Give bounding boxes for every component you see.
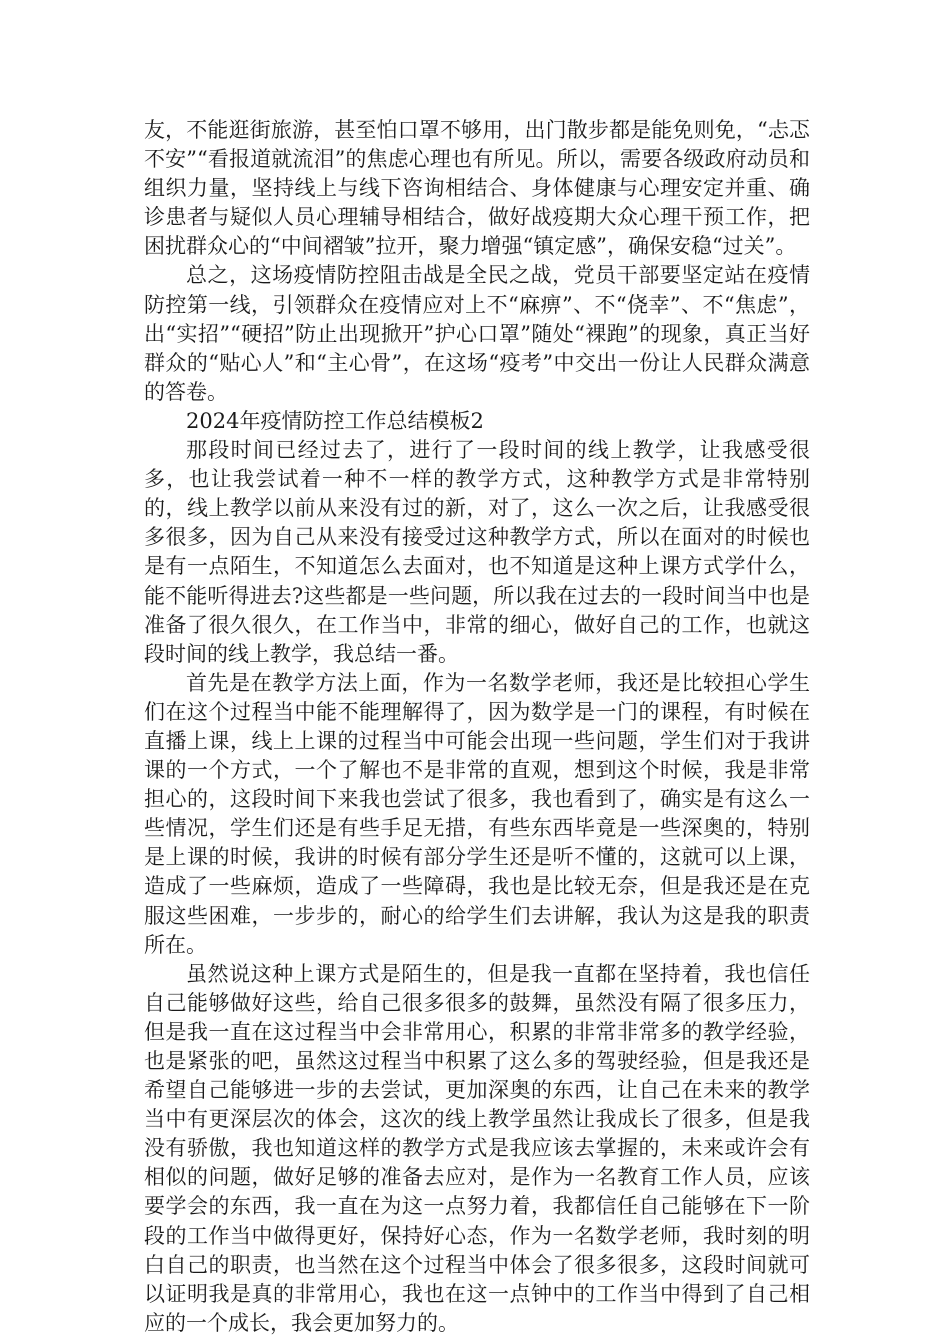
paragraph-intro: 那段时间已经过去了，进行了一段时间的线上教学，让我感受很多，也让我尝试着一种不一样的教学方式，这种教学方式是非常特别的，线上教学以前从来没有过的新，对了，这么一次之后，让我感受很多很多，因为自己从来没有接受过这种教学方式，所以在面对的时候也是有一点陌生，不知道怎么去面对，也不知道是这种上课方式学什么，能不能听得进去?这些都是一些问题，所以我在过去的一段时间当中也是准备了很久很久，在工作当中，非常的细心，做好自己的工作，也就这段时间的线上教学，我总结一番。 xyxy=(144,438,810,666)
paragraph-conclusion: 总之，这场疫情防控阻击战是全民之战，党员干部要坚定站在疫情防控第一线，引领群众在疫情应对上不“麻痹”、不“侥幸”、不“焦虑”，出“实招”“硬招”防止出现掀开”护心口罩”随处“裸跑”的现象，真正当好群众的“贴心人”和“主心骨”，在这场“疫考”中交出一份让人民群众满意的答卷。 xyxy=(144,263,810,404)
section-heading: 2024年疫情防控工作总结模板2 xyxy=(186,408,484,433)
paragraph-persistence: 虽然说这种上课方式是陌生的，但是我一直都在坚持着，我也信任自己能够做好这些，给自己很多很多的鼓舞，虽然没有隔了很多压力，但是我一直在这过程当中会非常用心，积累的非常非常多的教学经验，也是紧张的吧，虽然这过程当中积累了这么多的驾驶经验，但是我还是希望自己能够进一步的去尝试，更加深奥的东西，让自己在未来的教学当中有更深层次的体会，这次的线上教学虽然让我成长了很多，但是我没有骄傲，我也知道这样的教学方式是我应该去掌握的，未来或许会有相似的问题，做好足够的准备去应对，是作为一名教育工作人员，应该要学会的东西，我一直在为这一点努力着，我都信任自己能够在下一阶段的工作当中做得更好，保持好心态，作为一名数学老师，我时刻的明白自己的职责，也当然在这个过程当中体会了很多很多，这段时间就可以证明我是真的非常用心，我也在这一点钟中的工作当中得到了自己相应的一个成长，我会更加努力的。 xyxy=(144,961,810,1335)
paragraph-teaching-method: 首先是在教学方法上面，作为一名数学老师，我还是比较担心学生们在这个过程当中能不能理解得了，因为数学是一门的课程，有时候在直播上课，线上上课的过程当中可能会出现一些问题，学生们对于我讲课的一个方式，一个了解也不是非常的直观，想到这个时候，我是非常担心的，这段时间下来我也尝试了很多，我也看到了，确实是有这么一些情况，学生们还是有些手足无措，有些东西毕竟是一些深奥的，特别是上课的时候，我讲的时候有部分学生还是听不懂的，这就可以上课，造成了一些麻烦，造成了一些障碍，我也是比较无奈，但是我还是在克服这些困难，一步步的，耐心的给学生们去讲解，我认为这是我的职责所在。 xyxy=(144,670,810,957)
paragraph-continuation: 友，不能逛街旅游，甚至怕口罩不够用，出门散步都是能免则免，“忐忑不安”“看报道就流泪”的焦虑心理也有所见。所以，需要各级政府动员和组织力量，坚持线上与线下咨询相结合、身体健康与心理安定并重、确诊患者与疑似人员心理辅导相结合，做好战疫期大众心理干预工作，把困扰群众心的“中间褶皱”拉开，聚力增强“镇定感”，确保安稳“过关”。 xyxy=(144,118,810,259)
document-body xyxy=(144,116,810,1338)
